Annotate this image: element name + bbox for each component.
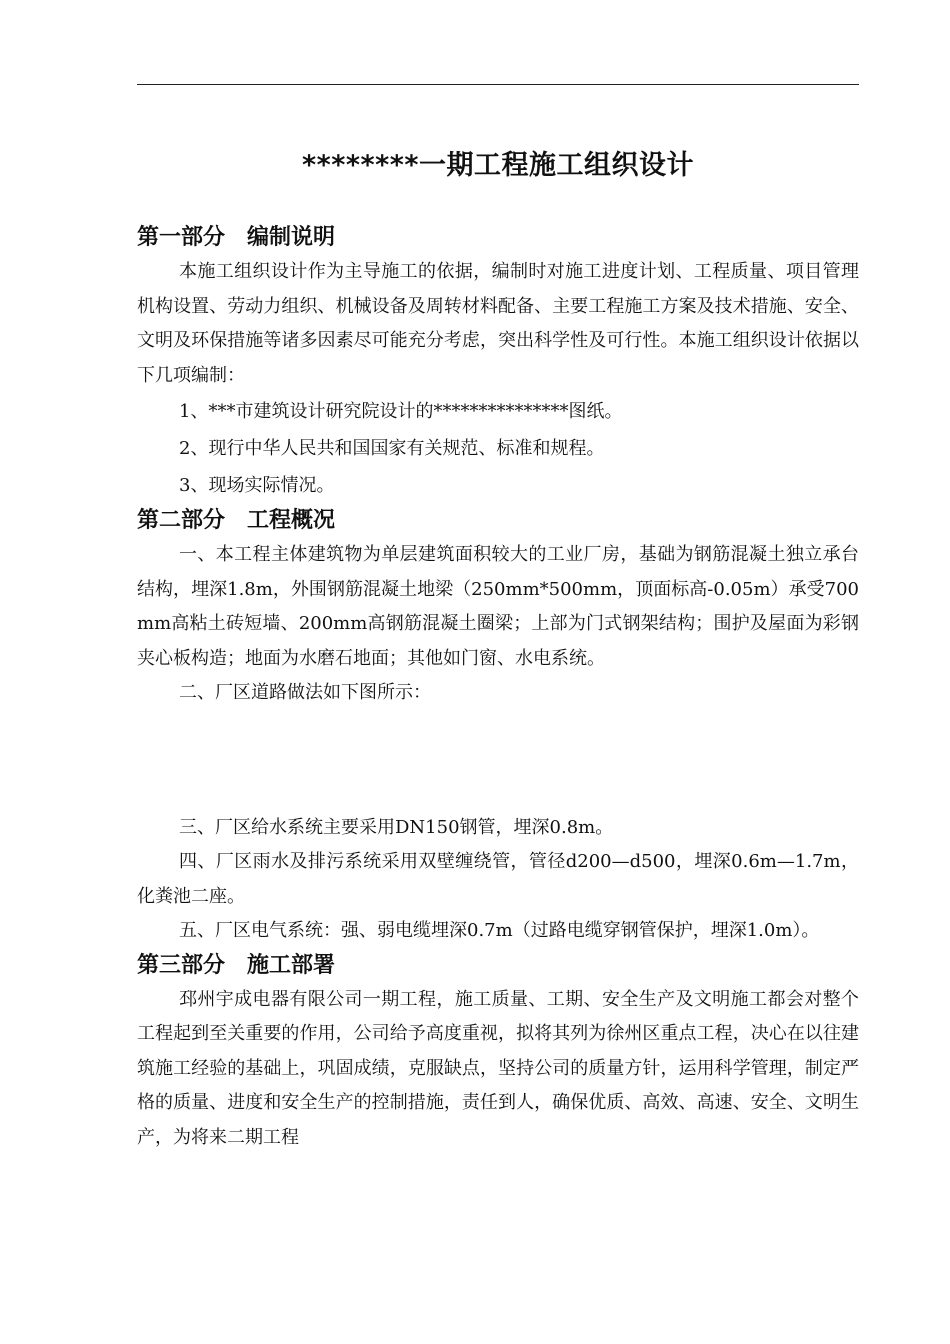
section-1-intro: 本施工组织设计作为主导施工的依据，编制时对施工进度计划、工程质量、项目管理机构设置、劳动力组织、机械设备及周转材料配备、主要工程施工方案及技术措施、安全、文明及环保措施等诸多因素尽可能充分考虑，突出科学性及可行性。本施工组织设计依据以下几项编制： [137, 261, 859, 386]
section-3-paragraph-1: 邳州宇成电器有限公司一期工程，施工质量、工期、安全生产及文明施工都会对整个工程起到至关重要的作用，公司给予高度重视，拟将其列为徐州区重点工程，决心在以往建筑施工经验的基础上，巩固成绩，克服缺点，坚持公司的质量方针，运用科学管理，制定严格的质量、进度和安全生产的控制措施，责任到人，确保优质、高效、高速、安全、文明生产，为将来二期工程 [137, 988, 859, 1148]
section-2-paragraph-1: 一、本工程主体建筑物为单层建筑面积较大的工业厂房，基础为钢筋混凝土独立承台结构，埋深1.8m，外围钢筋混凝土地梁（250mm*500mm，顶面标高-0.05m）承受700mm高粘土砖短墙、200mm高钢筋混凝土圈梁；上部为门式钢架结构；围护及屋面为彩钢夹心板构造；地面为水磨石地面；其他如门窗、水电系统。 [137, 544, 859, 669]
section-heading-1: 第一部分 编制说明 [137, 225, 336, 250]
section-1-item-2: 2、现行中华人民共和国国家有关规范、标准和规程。 [179, 438, 605, 459]
section-heading-3: 第三部分 施工部署 [137, 952, 336, 978]
section-1-item-3: 3、现场实际情况。 [179, 475, 335, 496]
document-body [137, 221, 859, 1155]
section-2-paragraph-3: 三、厂区给水系统主要采用DN150钢管，埋深0.8m。 [179, 816, 614, 838]
document-title: ********一期工程施工组织设计 [302, 150, 694, 181]
header-rule [137, 84, 859, 85]
section-2-paragraph-5: 五、厂区电气系统：强、弱电缆埋深0.7m（过路电缆穿钢管保护，埋深1.0m）。 [179, 920, 820, 941]
section-2-paragraph-4: 四、厂区雨水及排污系统采用双壁缠绕管，管径d200—d500，埋深0.6m—1.7m，化粪池二座。 [137, 851, 859, 907]
section-1-item-1: 1、***市建筑设计研究院设计的***************图纸。 [179, 401, 623, 422]
section-heading-2: 第二部分 工程概况 [137, 508, 336, 533]
figure-placeholder [137, 711, 859, 811]
section-2-paragraph-2: 二、厂区道路做法如下图所示： [179, 682, 431, 703]
